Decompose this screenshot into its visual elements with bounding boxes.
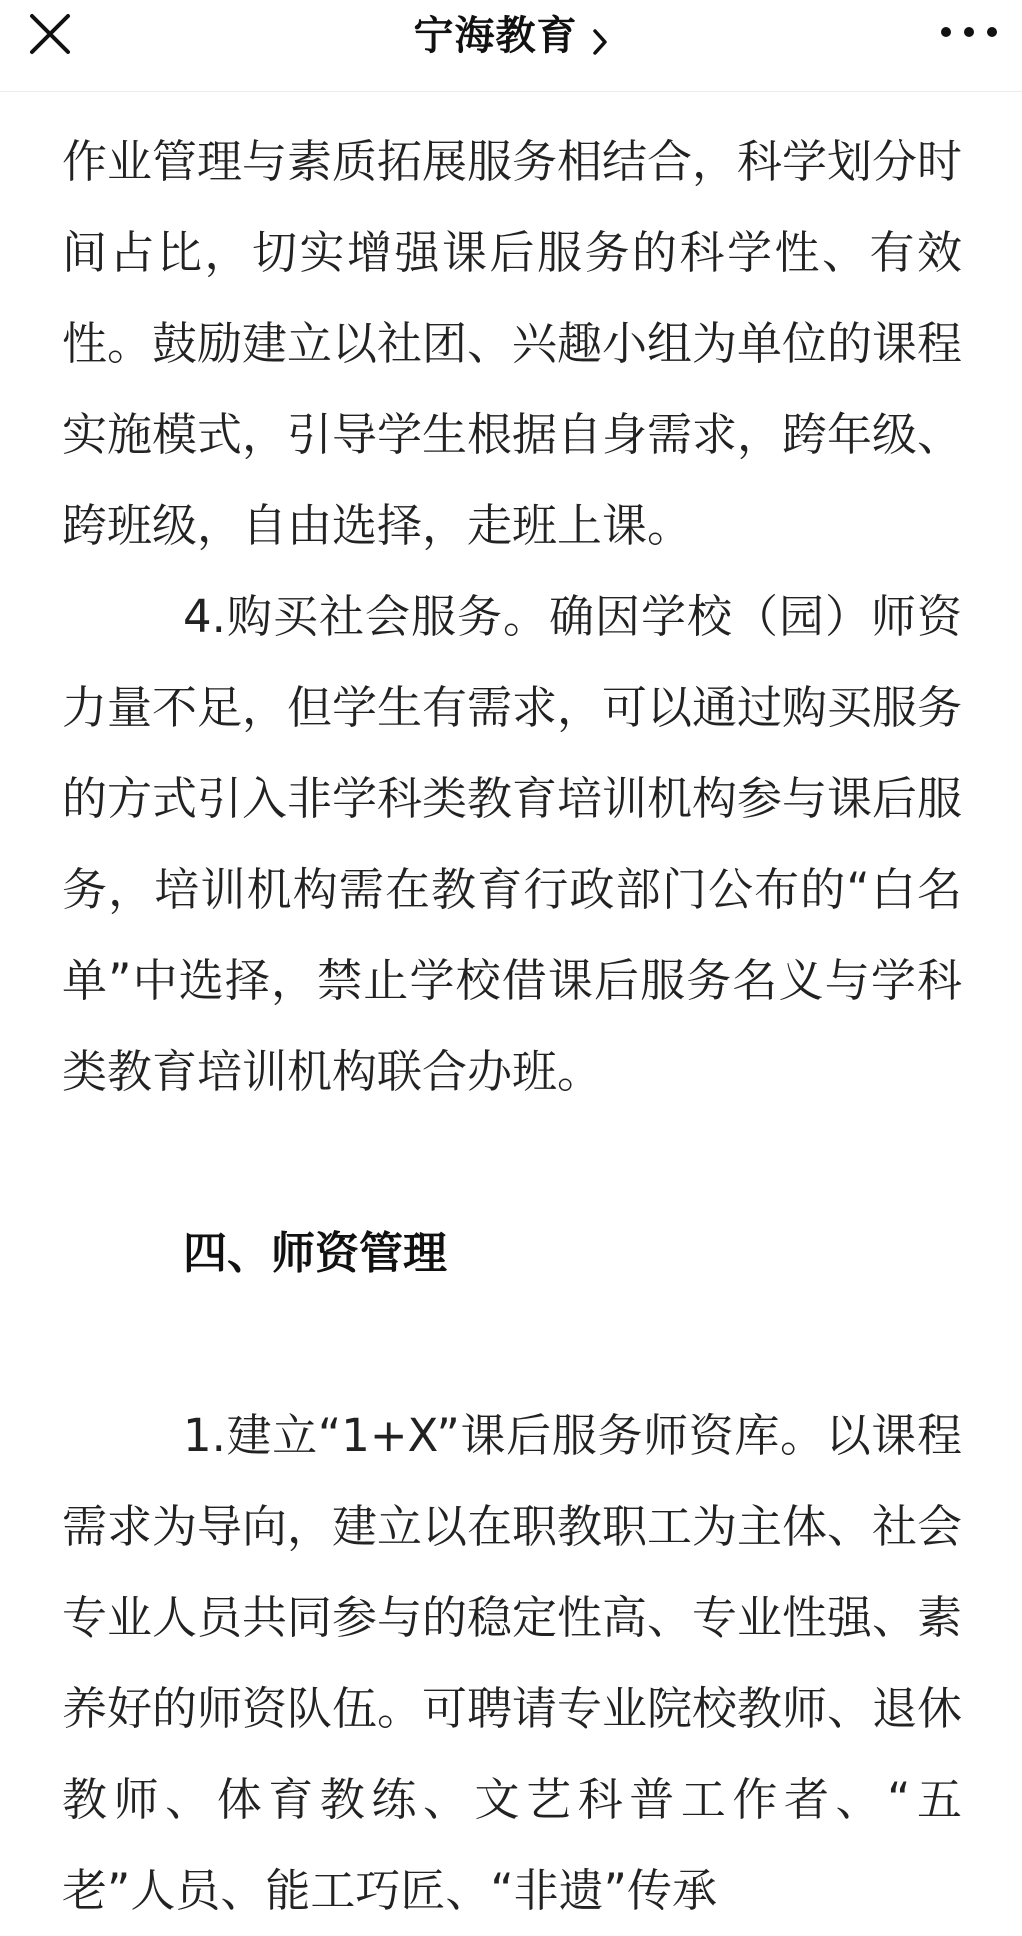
more-button[interactable]	[934, 8, 1004, 64]
chevron-right-icon[interactable]	[591, 27, 609, 57]
section-heading: 四、师资管理	[183, 1228, 447, 1279]
title-area	[0, 8, 1022, 64]
paragraph-spacer	[62, 1299, 962, 1390]
article-content	[62, 116, 962, 1936]
more-dots-icon	[934, 8, 1004, 64]
article-paragraph: 1.建立“1+X”课后服务师资库。以课程需求为导向，建立以在职教职工为主体、社会专业人员共同参与的稳定性高、专业性强、素养好的师资队伍。可聘请专业院校教师、退休教师、体育教练、文艺科普工作者、“五老”人员、能工巧匠、“非遗”传承	[62, 1409, 963, 1917]
article-paragraph: 4.购买社会服务。确因学校（园）师资力量不足，但学生有需求，可以通过购买服务的方式引入非学科类教育培训机构参与课后服务，培训机构需在教育行政部门公布的“白名单”中选择，禁止学校借课后服务名义与学科类教育培训机构联合办班。	[62, 590, 963, 1098]
article-paragraph: 作业管理与素质拓展服务相结合，科学划分时间占比，切实增强课后服务的科学性、有效性。鼓励建立以社团、兴趣小组为单位的课程实施模式，引导学生根据自身需求，跨年级、跨班级，自由选择，走班上课。	[62, 135, 963, 552]
paragraph-spacer	[62, 1117, 962, 1208]
account-title[interactable]: 宁海教育	[413, 13, 578, 59]
top-navigation-bar	[0, 0, 1022, 92]
